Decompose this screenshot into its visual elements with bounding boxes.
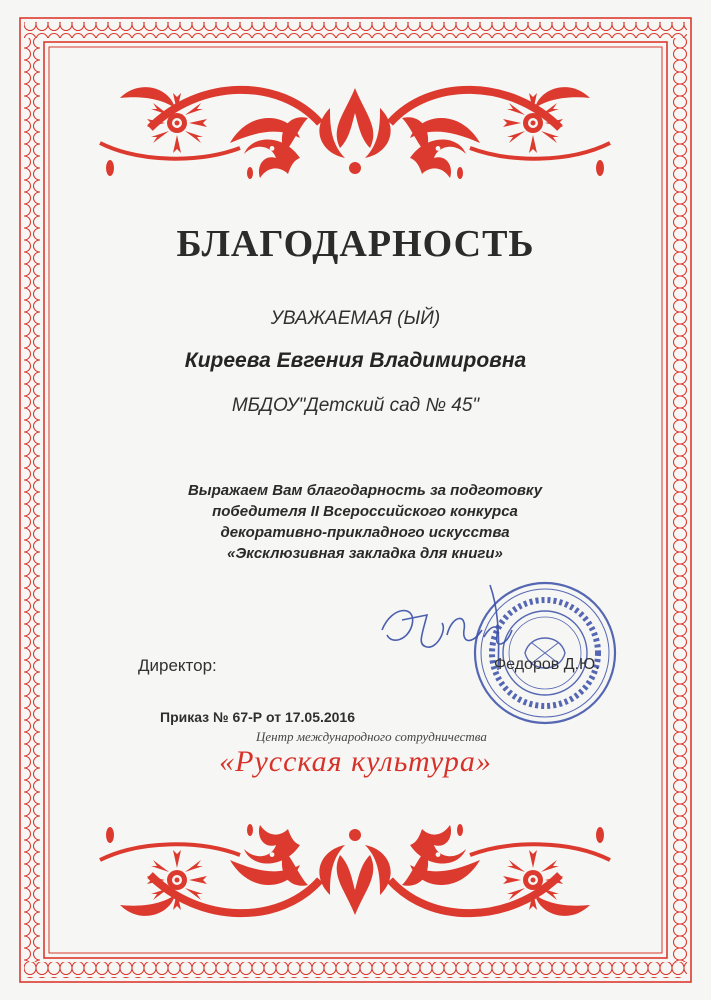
top-ornament: [100, 87, 610, 179]
gratitude-line: декоративно-прикладного искусства: [220, 524, 510, 541]
bottom-ornament: [100, 824, 610, 916]
gratitude-line: «Эксклюзивная закладка для книги»: [227, 545, 503, 562]
certificate-title: БЛАГОДАРНОСТЬ: [176, 223, 535, 265]
gratitude-text: [150, 480, 580, 564]
director-name: Федоров Д.Ю.: [494, 656, 600, 673]
director-label: Директор:: [138, 656, 217, 675]
recipient-name: Киреева Евгения Владимировна: [184, 349, 527, 372]
organization-name: МБДОУ"Детский сад № 45": [231, 395, 480, 416]
issuer-name: «Русская культура»: [219, 745, 492, 778]
order-number: Приказ № 67-Р от 17.05.2016: [160, 709, 356, 725]
gratitude-line: победителя II Всероссийского конкурса: [212, 503, 518, 520]
gratitude-line: Выражаем Вам благодарность за подготовку: [187, 482, 543, 499]
salutation: УВАЖАЕМАЯ (ЫЙ): [270, 308, 441, 329]
issuer-subtitle: Центр международного сотрудничества: [256, 729, 487, 744]
